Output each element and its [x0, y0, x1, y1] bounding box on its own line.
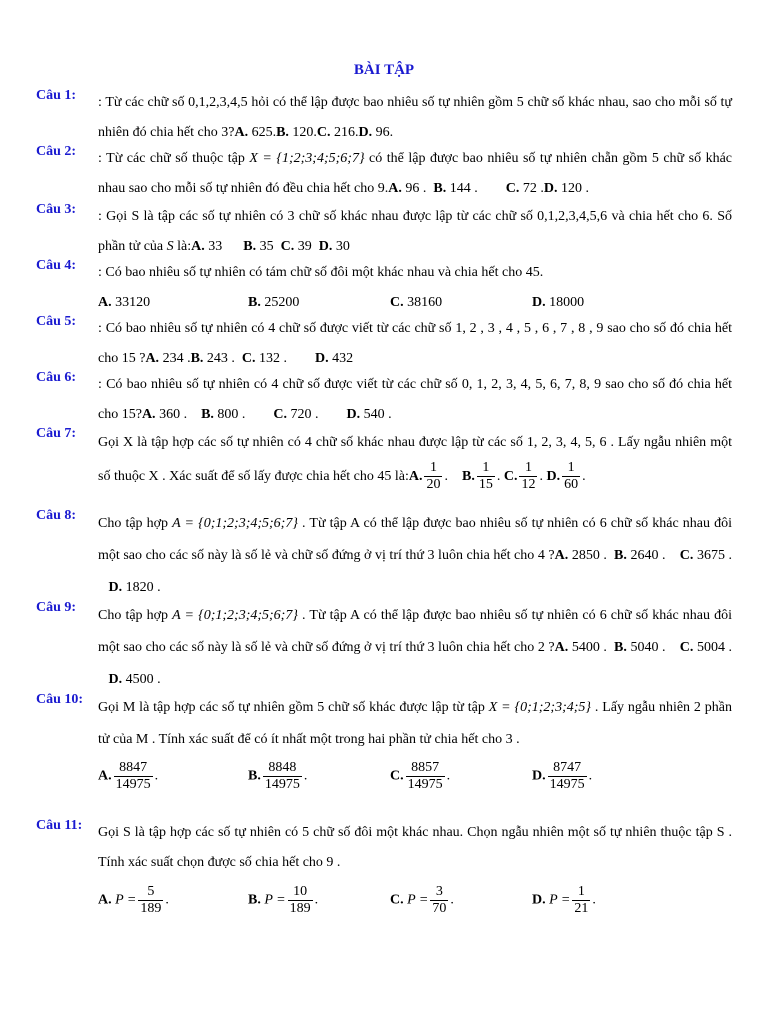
option-label: A.	[98, 892, 112, 908]
fraction	[406, 760, 445, 793]
option-label: B.	[276, 125, 289, 140]
numerator: 1	[519, 460, 537, 477]
question-number: Câu 5:	[36, 314, 77, 329]
option-label: A.	[554, 548, 569, 563]
option-label: D.	[543, 181, 558, 196]
option-label: B.	[248, 892, 261, 908]
question-text: : Có bao nhiêu số tự nhiên có 4 chữ số được viết từ các chữ số 1, 2 , 3 , 4 , 5 , 6 , 7 , 8 , 9 sao cho số đó chia hết cho 15 ?	[98, 321, 732, 366]
question-11: Câu 11: Gọi S là tập hợp các số tự nhiên có 5 chữ số đôi một khác nhau. Chọn ngẫu nhiên một số tự nhiên thuộc tập S . Tính xác suất chọn được số chia hết cho 9 . A. P = $\frac{5}{189}$ . B. P = $\frac{10}{189}$ . C. P = $\frac{3}{70}$ . D. P = $\frac{1}{21}$ .	[36, 818, 732, 916]
question-number: Câu 2:	[36, 144, 77, 159]
numerator: 8848	[263, 760, 302, 777]
option-value: 120 .	[557, 181, 589, 196]
option-label: B.	[190, 351, 204, 366]
option-value: 39	[294, 239, 312, 254]
question-text: Cho tập hợp	[98, 516, 173, 531]
numerator: 8857	[406, 760, 445, 777]
prob-label: P =	[264, 892, 286, 908]
option-label: C.	[316, 125, 331, 140]
option-label: C.	[280, 239, 295, 254]
fraction	[138, 884, 163, 917]
numerator: 5	[138, 884, 163, 901]
option-label: A.	[98, 295, 112, 310]
option-value: 800 .	[213, 407, 246, 422]
option-label: C.	[390, 295, 404, 310]
option-label: C.	[505, 181, 520, 196]
option-label: A.	[408, 469, 423, 484]
numerator: 1	[562, 460, 580, 477]
option-label: D.	[108, 672, 123, 687]
question-number: Câu 3:	[36, 202, 77, 217]
question-text: Gọi X là tập hợp các số tự nhiên có 4 chữ số khác nhau được lập từ các số 1, 2, 3, 4, 5, 6 . Lấy ngẫu nhiên một số thuộc X . Xác suất để số lấy được chia hết cho 45 là:	[98, 435, 732, 484]
option-label: D.	[358, 125, 373, 140]
option-value: 72 .	[519, 181, 544, 196]
denominator: 189	[140, 901, 162, 916]
question-text: : Từ các chữ số 0,1,2,3,4,5 hỏi có thể lập được bao nhiêu số tự nhiên gồm 5 chữ số khác nhau, sao cho mỗi số tự nhiên đó chia hết cho 3?	[98, 95, 732, 140]
option-label: B.	[243, 239, 257, 254]
option-label: B.	[248, 295, 261, 310]
option-value: 2850 .	[568, 548, 607, 563]
prob-label: P =	[407, 892, 429, 908]
option-value: 33120	[111, 295, 151, 310]
numerator: 1	[572, 884, 590, 901]
option-value: 625.	[248, 125, 277, 140]
question-number: Câu 7:	[36, 426, 77, 441]
option-value: 216.	[330, 125, 359, 140]
question-text: Gọi S là tập hợp các số tự nhiên có 5 chữ số đôi một khác nhau. Chọn ngẫu nhiên một số tự nhiên thuộc tập S . Tính xác suất chọn được số chia hết cho 9 .	[98, 825, 732, 870]
math-var: S	[166, 239, 174, 254]
option-label: D.	[346, 407, 361, 422]
denominator: 60	[564, 477, 579, 493]
denominator: 21	[574, 901, 589, 916]
option-value: 35	[256, 239, 274, 254]
option-label: C.	[503, 469, 518, 484]
numerator: 1	[477, 460, 495, 477]
option-label: A.	[98, 768, 112, 784]
fraction	[572, 884, 590, 917]
option-label: A.	[191, 239, 205, 254]
math-set: A = {0;1;2;3;4;5;6;7}	[172, 608, 298, 623]
option-value: 2640 .	[626, 548, 666, 563]
question-text: . Từ tập A có thể lập được bao nhiêu số tự nhiên có 6 chữ số khác nhau đôi một sao cho các số này là số lẻ và chữ số đứng ở vị trí thứ 3 luôn chia hết cho 2 ?	[98, 608, 732, 655]
numerator: 3	[430, 884, 448, 901]
fraction	[263, 760, 302, 793]
option-label: B.	[614, 548, 627, 563]
fraction	[288, 884, 313, 917]
question-text: Cho tập hợp	[98, 608, 173, 623]
prob-label: P =	[549, 892, 571, 908]
denominator: 14975	[407, 777, 443, 792]
option-label: A.	[388, 181, 402, 196]
fraction	[114, 760, 153, 793]
question-7: Câu 7: Gọi X là tập hợp các số tự nhiên có 4 chữ số khác nhau được lập từ các số 1, 2, 3, 4, 5, 6 . Lấy ngẫu nhiên một số thuộc X . Xác suất để số lấy được chia hết cho 45 là:A. $\frac{1}{20}$ . B. $\frac{1}{15}$ . C. $\frac{1}{12}$ . D. $\frac{1}{60}$ .	[36, 426, 732, 493]
option-label: B.	[201, 407, 214, 422]
option-label: C.	[390, 768, 404, 784]
question-2	[36, 144, 732, 204]
option-value: 5040 .	[626, 640, 666, 655]
option-value: 18000	[545, 295, 585, 310]
question-text: là:	[173, 239, 192, 254]
option-value: 4500 .	[122, 672, 161, 687]
option-value: 1820 .	[122, 580, 161, 595]
denominator: 14975	[264, 777, 300, 792]
option-label: C.	[241, 351, 256, 366]
option-value: 33	[204, 239, 223, 254]
option-value: 96 .	[401, 181, 427, 196]
question-number: Câu 4:	[36, 258, 77, 273]
option-value: 432	[328, 351, 354, 366]
option-label: C.	[390, 892, 404, 908]
option-value: 5004 .	[693, 640, 733, 655]
page-title: BÀI TẬP	[353, 62, 415, 78]
numerator: 8847	[114, 760, 153, 777]
option-label: A.	[554, 640, 569, 655]
option-value: 38160	[403, 295, 443, 310]
denominator: 12	[521, 477, 536, 493]
option-value: 243 .	[203, 351, 235, 366]
option-value: 120.	[288, 125, 317, 140]
option-value: 360 .	[155, 407, 188, 422]
denominator: 14975	[115, 777, 151, 792]
option-label: C.	[679, 640, 694, 655]
question-1	[36, 88, 732, 148]
option-value: 234 .	[159, 351, 191, 366]
question-number: Câu 9:	[36, 600, 77, 615]
question-5	[36, 314, 732, 374]
fraction	[424, 460, 442, 493]
question-text: . Lấy ngẫu nhiên 2 phần tử của M . Tính xác suất để có ít nhất một trong hai phần tử chia hết cho 3 .	[98, 700, 733, 747]
option-label: D.	[108, 580, 123, 595]
question-3	[36, 202, 732, 262]
question-4	[36, 258, 732, 318]
option-label: D.	[532, 892, 546, 908]
fraction	[519, 460, 537, 493]
question-text: có thể lập được bao nhiêu số tự nhiên chẵn gồm 5 chữ số khác nhau sao cho mỗi số tự nhiên đó đều chia hết cho 9.	[98, 151, 733, 196]
option-label: D.	[315, 351, 329, 366]
question-text: : Có bao nhiêu số tự nhiên có 4 chữ số được viết từ các chữ số 0, 1, 2, 3, 4, 5, 6, 7, 8, 9 sao cho số đó chia hết cho 15?	[98, 377, 732, 422]
option-label: D.	[318, 239, 333, 254]
math-set: X = {0;1;2;3;4;5}	[488, 700, 592, 715]
option-value: 540 .	[360, 407, 392, 422]
denominator: 189	[289, 901, 311, 916]
option-label: A.	[234, 125, 249, 140]
option-value: 3675 .	[693, 548, 733, 563]
question-9	[36, 600, 732, 696]
option-label: D.	[532, 295, 546, 310]
question-text: Gọi M là tập hợp các số tự nhiên gồm 5 chữ số khác được lập từ tập	[98, 700, 489, 715]
denominator: 20	[426, 477, 441, 493]
numerator: 8747	[548, 760, 587, 777]
option-label: C.	[273, 407, 288, 422]
numerator: 10	[288, 884, 313, 901]
option-label: B.	[461, 469, 475, 484]
question-text: : Gọi S là tập các số tự nhiên có 3 chữ số khác nhau được lập từ các chữ số 0,1,2,3,4,5,6 và chia hết cho 6. Số phần tử của	[98, 209, 732, 254]
option-value: 132 .	[255, 351, 288, 366]
question-text: . Từ tập A có thể lập được bao nhiêu số tự nhiên có 6 chữ số khác nhau đôi một sao cho các số này là số lẻ và chữ số đứng ở vị trí thứ 3 luôn chia hết cho 4 ?	[98, 516, 732, 563]
denominator: 15	[478, 477, 493, 493]
math-set: X = {1;2;3;4;5;6;7}	[249, 151, 365, 166]
prob-label: P =	[115, 892, 137, 908]
option-label: D.	[532, 768, 546, 784]
fraction	[548, 760, 587, 793]
option-value: 25200	[260, 295, 300, 310]
option-label: D.	[546, 469, 561, 484]
option-label: C.	[679, 548, 694, 563]
fraction	[562, 460, 580, 493]
math-set: A = {0;1;2;3;4;5;6;7}	[172, 516, 298, 531]
question-number: Câu 1:	[36, 88, 77, 103]
question-10: Câu 10: Gọi M là tập hợp các số tự nhiên gồm 5 chữ số khác được lập từ tập X = {0;1;2;3;4;5} . Lấy ngẫu nhiên 2 phần tử của M . Tính xác suất để có ít nhất một trong hai phần tử chia hết cho 3 . A. $\frac{8847}{14975}$ . B. $\frac{8848}{14975}$ . C. $\frac{8857}{14975}$ . D. $\frac{8747}{14975}$ .	[36, 692, 733, 792]
denominator: 70	[432, 901, 447, 916]
option-label: B.	[433, 181, 447, 196]
option-value: 96.	[372, 125, 394, 140]
question-8	[36, 508, 732, 604]
question-text: : Có bao nhiêu số tự nhiên có tám chữ số đôi một khác nhau và chia hết cho 45.	[98, 265, 544, 280]
question-6	[36, 370, 732, 430]
option-label: B.	[614, 640, 627, 655]
option-label: A.	[145, 351, 160, 366]
fraction	[430, 884, 448, 917]
denominator: 14975	[549, 777, 585, 792]
option-value: 720 .	[287, 407, 319, 422]
numerator: 1	[424, 460, 442, 477]
option-label: B.	[248, 768, 261, 784]
option-label: A.	[141, 407, 156, 422]
option-value: 30	[332, 239, 350, 254]
question-number: Câu 10:	[36, 692, 84, 707]
question-number: Câu 11:	[36, 818, 83, 833]
fraction	[477, 460, 495, 493]
question-number: Câu 8:	[36, 508, 77, 523]
option-value: 5400 .	[568, 640, 607, 655]
question-number: Câu 6:	[36, 370, 77, 385]
question-text: : Từ các chữ số thuộc tập	[98, 151, 250, 166]
option-value: 144 .	[446, 181, 478, 196]
